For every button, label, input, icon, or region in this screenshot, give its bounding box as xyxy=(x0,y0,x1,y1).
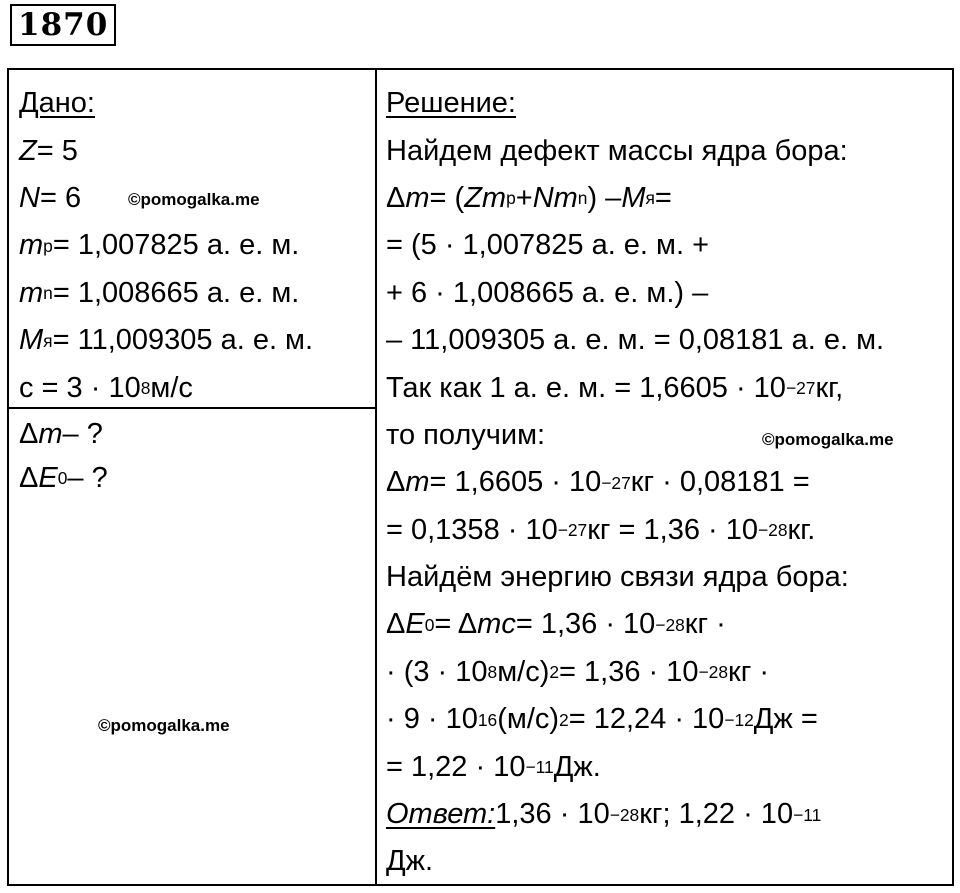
watermark: ©pomogalka.me xyxy=(98,716,230,735)
solution-line: то получим: xyxy=(386,418,546,451)
solution-line: Так как 1 а. е. м. = 1,6605 · 10 −27 кг, xyxy=(386,371,844,404)
given-mn: m n = 1,008665 а. е. м. xyxy=(19,276,300,309)
given-mp: m p = 1,007825 а. е. м. xyxy=(19,229,300,262)
solution-line: Δ E 0 = Δ mc = 1,36 · 10 −28 кг · xyxy=(386,608,726,641)
solution-heading: Решение: xyxy=(386,87,516,120)
given-section xyxy=(19,80,313,412)
solution-line: – 11,009305 а. е. м. = 0,08181 а. е. м. xyxy=(386,324,885,357)
given-my: M я = 11,009305 а. е. м. xyxy=(19,324,314,357)
given-heading: Дано: xyxy=(19,87,95,120)
solution-line: Найдём энергию связи ядра бора: xyxy=(386,561,849,594)
solution-line: Δ m = 1,6605 · 10 −27 кг · 0,08181 = xyxy=(386,466,810,499)
watermark: ©pomogalka.me xyxy=(128,190,260,209)
solution-line: = (5 · 1,007825 а. е. м. + xyxy=(386,229,710,262)
solution-line: Δ m = ( Zm p + Nm n ) – M я = xyxy=(386,181,672,214)
answer-label: Ответ: xyxy=(386,798,496,831)
find-dm: Δ m – ? xyxy=(19,417,103,450)
solution-line: = 1,22 · 10 −11 Дж. xyxy=(386,750,601,783)
answer-line: Ответ: 1,36 · 10 −28 кг; 1,22 · 10 −11 xyxy=(386,798,822,831)
given-c: c = 3 · 10 8 м/с xyxy=(19,371,193,404)
answer-line: Дж. xyxy=(386,845,434,878)
solution-line: + 6 · 1,008665 а. е. м.) – xyxy=(386,276,709,309)
column-divider xyxy=(375,70,377,884)
solution-line: · 9 · 10 16 (м/с) 2 = 12,24 · 10 −12 Дж = xyxy=(386,703,818,736)
find-section xyxy=(19,412,108,500)
given-z: Z = 5 xyxy=(19,134,78,167)
watermark: ©pomogalka.me xyxy=(762,430,894,449)
given-n: N = 6 xyxy=(19,181,82,214)
solution-line: · (3 · 10 8 м/с) 2 = 1,36 · 10 −28 кг · xyxy=(386,655,769,688)
solution-line: = 0,1358 · 10 −27 кг = 1,36 · 10 −28 кг. xyxy=(386,513,816,546)
find-de: Δ E 0 – ? xyxy=(19,461,108,494)
problem-number: 1870 xyxy=(10,4,116,46)
solution-section xyxy=(386,80,884,886)
solution-line: Найдем дефект массы ядра бора: xyxy=(386,134,848,167)
